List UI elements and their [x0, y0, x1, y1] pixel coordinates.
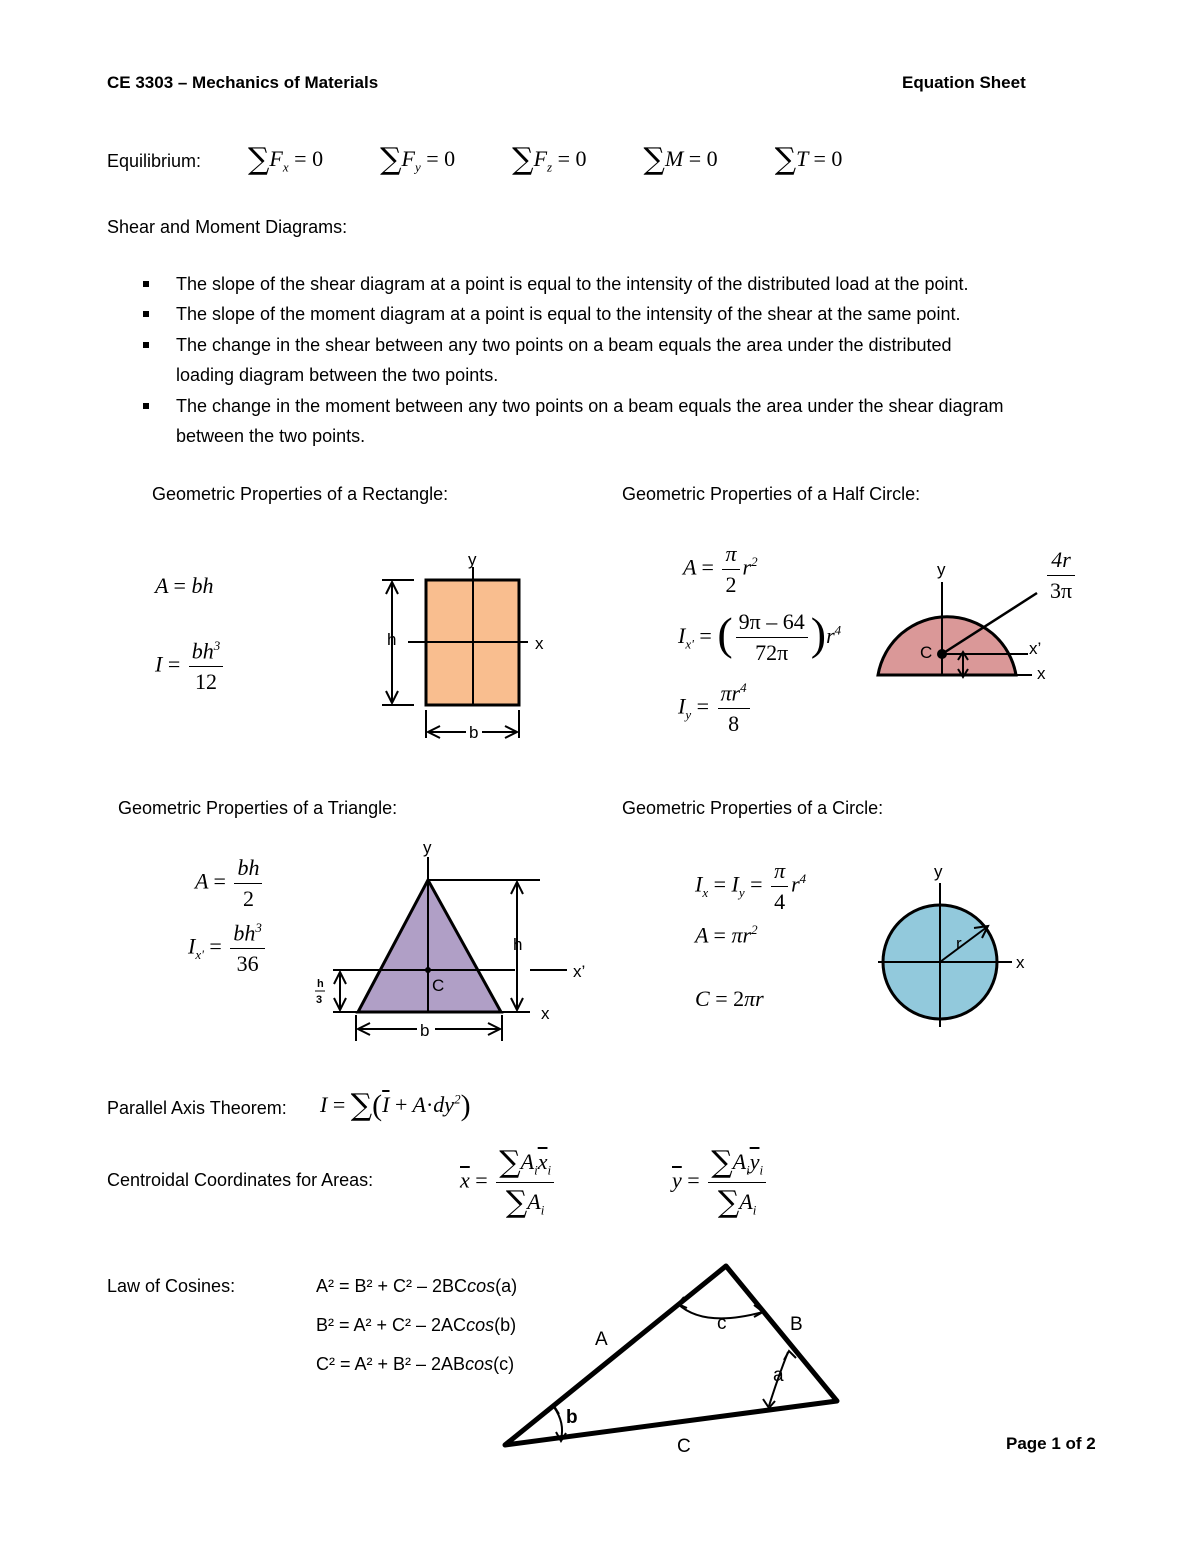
cosine-equation-c: C² = A² + B² – 2ABcos(c): [316, 1354, 515, 1374]
bullet-text: The change in the moment between any two points on a beam equals the area under the shear diagram: [176, 396, 1004, 416]
circle-inertia-formula: $I_x = I_y$ = $\frac{\pi}{4}$ $r^4$: [695, 858, 807, 914]
side-b-label: B: [790, 1314, 803, 1335]
half-circle-xp-label: x’: [1029, 639, 1042, 658]
rectangle-b-label: b: [469, 723, 479, 742]
centroid-dot: [425, 967, 431, 973]
bullet-marker: [143, 403, 149, 409]
equilibrium-equations: $\sum F_x = 0$ $\sum F_y = 0$ $\sum F_z = 0$ ∑M = 0 ∑T = 0: [248, 142, 843, 177]
y-bar-formula: $\overline{y}$ = $\frac{\sum A_i\overline{y}_i}{\sum A_i}$: [672, 1145, 769, 1220]
law-of-cosines-label: Law of Cosines:: [107, 1276, 236, 1296]
angle-c-label: c: [717, 1313, 727, 1334]
circle-title: Geometric Properties of a Circle:: [622, 798, 884, 818]
triangle-area-formula: A = $\frac{bh}{2}$: [195, 855, 265, 912]
cosine-triangle-diagram: [495, 1255, 855, 1465]
parallel-axis-label: Parallel Axis Theorem:: [107, 1098, 287, 1118]
circle-diagram: [870, 855, 1050, 1035]
rectangle-h-label: h: [387, 630, 397, 649]
bullet-text: The change in the shear between any two points on a beam equals the area under the distributed: [176, 335, 952, 355]
triangle-b-label: b: [420, 1021, 430, 1040]
circle-y-label: y: [934, 862, 943, 881]
triangle-x-label: x: [541, 1004, 550, 1023]
triangle-shape: [358, 880, 501, 1012]
centroid-label: Centroidal Coordinates for Areas:: [107, 1170, 374, 1190]
circle-area-formula: $A = \pi r^2$: [695, 922, 758, 948]
half-circle-centroid-formula: $\frac{4r}{3\pi}$: [1044, 547, 1078, 604]
page-number: Page 1 of 2: [1006, 1434, 1096, 1453]
half-circle-x-label: x: [1037, 664, 1046, 683]
angle-a-label: a: [773, 1365, 784, 1386]
triangle-xp-label: x’: [573, 962, 586, 981]
circle-x-label: x: [1016, 953, 1025, 972]
bullet-text: loading diagram between the two points.: [176, 365, 499, 385]
rectangle-x-label: x: [535, 634, 544, 653]
angle-b-label: b: [566, 1407, 578, 1428]
rectangle-y-label: y: [468, 550, 477, 569]
half-circle-c-label: C: [920, 643, 933, 662]
bullet-marker: [143, 281, 149, 287]
cosine-equation-a: A² = B² + C² – 2BCcos(a): [316, 1276, 518, 1296]
circle-r-label: r: [956, 934, 962, 953]
bullet-text: between the two points.: [176, 426, 366, 446]
parallel-axis-formula: $I = \sum(\overline{I} + A\cdot dy^2)$: [320, 1088, 471, 1123]
bullet-marker: [143, 342, 149, 348]
half-circle-area-formula: A = $\frac{\pi}{2}$ $r^2$: [683, 541, 758, 597]
shear-moment-title: Shear and Moment Diagrams:: [107, 217, 348, 237]
h-over-3-numerator: h: [317, 978, 324, 990]
half-circle-y-label: y: [937, 560, 946, 579]
equilibrium-label: Equilibrium:: [107, 151, 202, 171]
triangle-y-label: y: [423, 838, 432, 857]
half-circle-shape: [878, 617, 1016, 675]
half-circle-iy-formula: $I_y$ = $\frac{\pi r^4}{8}$: [678, 680, 753, 737]
side-c-label: C: [677, 1436, 691, 1457]
triangle-h-label: h: [513, 935, 523, 954]
half-circle-ix-formula: $I_{x'}$ = ( $\frac{9\pi - 64}{72\pi}$ )$r^4$: [678, 608, 842, 666]
triangle-inertia-formula: $I_{x'}$ = $\frac{bh^3}{36}$: [188, 920, 268, 977]
circle-circumference-formula: C = 2πr: [695, 986, 764, 1011]
side-a-label: A: [595, 1329, 608, 1350]
rectangle-area-formula: A = bh: [155, 573, 214, 598]
h-over-3-denominator: 3: [316, 994, 323, 1006]
course-title: CE 3303 – Mechanics of Materials: [107, 73, 379, 92]
rectangle-diagram: [370, 545, 560, 745]
bullet-text: The slope of the moment diagram at a point is equal to the intensity of the shear at the same point.: [176, 304, 961, 324]
bullet-text: The slope of the shear diagram at a point is equal to the intensity of the distributed load at the point.: [176, 274, 969, 294]
x-bar-formula: $\overline{x}$ = $\frac{\sum A_i\overline{x}_i}{\sum A_i}$: [460, 1145, 557, 1220]
bullet-marker: [143, 311, 149, 317]
triangle-c-label: C: [432, 976, 445, 995]
rectangle-inertia-formula: I = $\frac{bh^3}{12}$: [155, 638, 226, 695]
rectangle-title: Geometric Properties of a Rectangle:: [152, 484, 449, 504]
triangle-title: Geometric Properties of a Triangle:: [118, 798, 398, 818]
cosine-equation-b: B² = A² + C² – 2ACcos(b): [316, 1315, 517, 1335]
half-circle-title: Geometric Properties of a Half Circle:: [622, 484, 921, 504]
triangle-diagram: [305, 835, 605, 1045]
sheet-title: Equation Sheet: [902, 73, 1026, 92]
